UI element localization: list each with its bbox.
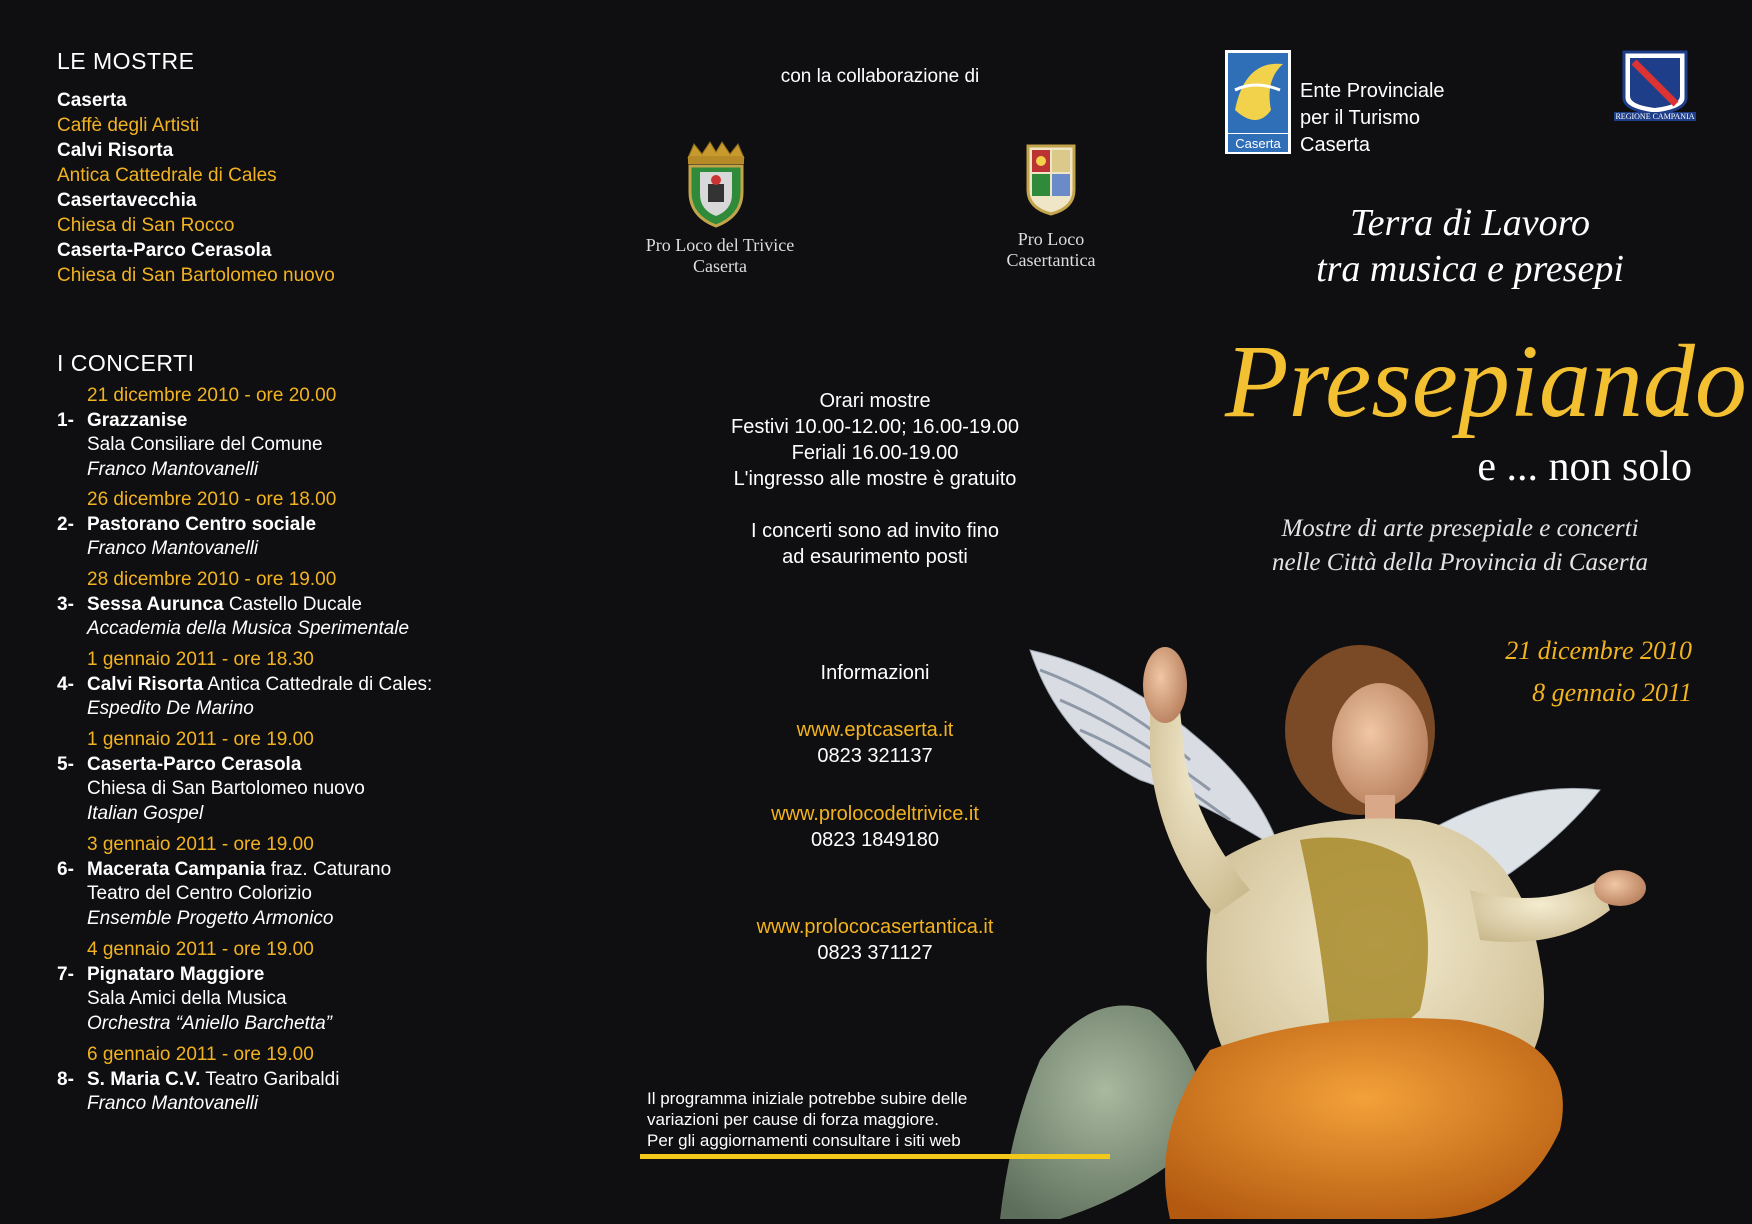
concert-date: 6 gennaio 2011 - ore 19.00	[87, 1044, 314, 1065]
concert-date: 26 dicembre 2010 - ore 18.00	[87, 489, 337, 510]
regione-campania-logo	[1614, 50, 1696, 128]
concert-place: Sessa Aurunca	[87, 593, 224, 615]
concert-number: 4-	[57, 673, 74, 695]
concert-performer: Franco Mantovanelli	[87, 458, 259, 480]
concert-item	[57, 648, 577, 722]
info-url[interactable]: www.eptcaserta.it	[796, 719, 954, 741]
info-phone: 0823 321137	[817, 745, 933, 767]
concert-number: 3-	[57, 593, 74, 615]
orari-festivi: Festivi 10.00-12.00; 16.00-19.00	[731, 416, 1019, 438]
concert-item	[57, 938, 577, 1036]
concert-place: S. Maria C.V.	[87, 1068, 201, 1090]
concert-item	[57, 1043, 577, 1117]
collab-heading: con la collaborazione di	[780, 66, 980, 87]
concert-place: Pignataro Maggiore	[87, 963, 265, 985]
concert-date: 1 gennaio 2011 - ore 18.30	[87, 649, 314, 670]
info-title: Informazioni	[820, 662, 930, 684]
cover-dates: 21 dicembre 2010 8 gennaio 2011	[1505, 636, 1692, 707]
concert-place-extra: fraz. Caturano	[265, 858, 392, 880]
mostre-venue: Chiesa di San Bartolomeo nuovo	[57, 265, 335, 286]
info-url[interactable]: www.prolococasertantica.it	[756, 916, 994, 938]
pro-loco-casertantica-logo	[1022, 140, 1080, 216]
concert-item	[57, 568, 577, 642]
concert-performer: Franco Mantovanelli	[87, 1093, 259, 1114]
angel-figure-image	[1000, 630, 1740, 1219]
pro-loco-trivice-logo	[680, 140, 752, 230]
concert-place: Pastorano Centro sociale	[87, 513, 317, 535]
concert-performer: Italian Gospel	[87, 802, 204, 824]
mostre-place: Casertavecchia	[57, 190, 197, 211]
concert-place: Macerata Campania	[87, 858, 266, 880]
concert-place: Calvi Risorta	[87, 673, 204, 695]
info-url[interactable]: www.prolocodeltrivice.it	[771, 803, 979, 825]
concert-performer: Espedito De Marino	[87, 698, 254, 719]
concert-number: 6-	[57, 858, 74, 880]
concert-place-extra: Teatro Garibaldi	[200, 1068, 340, 1090]
cover-description: Mostre di arte presepiale e concerti nelle Città della Provincia di Caserta	[1271, 515, 1649, 576]
concert-number: 8-	[57, 1068, 74, 1090]
cover-subtitle: Terra di Lavoro tra musica e presepi	[1316, 202, 1624, 290]
concert-venue: Chiesa di San Bartolomeo nuovo	[87, 778, 365, 799]
mostre-venue: Chiesa di San Rocco	[57, 215, 235, 236]
concert-venue: Sala Amici della Musica	[87, 988, 287, 1009]
concert-item	[57, 728, 577, 826]
concert-performer: Accademia della Musica Sperimentale	[87, 618, 410, 639]
concert-number: 5-	[57, 753, 74, 775]
concert-place-extra: Castello Ducale	[223, 593, 362, 615]
concert-number: 1-	[57, 409, 74, 431]
concert-date: 3 gennaio 2011 - ore 19.00	[87, 834, 314, 855]
orari-concerti-line1: I concerti sono ad invito fino	[751, 520, 999, 542]
divider-bar	[640, 1154, 1110, 1159]
pro-loco-casertantica-caption: Pro Loco Casertantica	[1006, 229, 1096, 270]
concert-item	[57, 833, 577, 931]
cover-title-suffix: e ... non solo	[1477, 444, 1692, 490]
ept-logo-text: Caserta	[1235, 136, 1281, 151]
concert-number: 7-	[57, 963, 74, 985]
concert-place: Caserta-Parco Cerasola	[87, 753, 302, 775]
concert-date: 21 dicembre 2010 - ore 20.00	[87, 385, 337, 406]
orari-title: Orari mostre	[819, 390, 931, 412]
mostre-venue: Caffè degli Artisti	[57, 115, 200, 136]
concert-venue: Sala Consiliare del Comune	[87, 434, 323, 455]
mostre-venue: Antica Cattedrale di Cales	[57, 165, 277, 186]
mostre-title: LE MOSTRE	[57, 48, 195, 74]
concert-place: Grazzanise	[87, 409, 188, 431]
concert-place-extra: Antica Cattedrale di Cales:	[203, 673, 433, 695]
mostre-list	[57, 88, 335, 288]
info-phone: 0823 371127	[817, 942, 933, 964]
concert-performer: Franco Mantovanelli	[87, 538, 259, 559]
info-phone: 0823 1849180	[811, 829, 939, 851]
mostre-place: Caserta	[57, 90, 127, 111]
regione-logo-text: REGIONE CAMPANIA	[1615, 112, 1695, 121]
cover-title: Presepiando	[1225, 324, 1747, 439]
concert-performer: Ensemble Progetto Armonico	[87, 907, 334, 929]
concert-item	[57, 384, 577, 482]
disclaimer: Il programma iniziale potrebbe subire delle variazioni per cause di forza maggiore. Per gli aggiornamenti consultare i siti web	[647, 1089, 968, 1150]
ept-name: Ente Provinciale per il Turismo Caserta	[1300, 80, 1445, 156]
concert-date: 1 gennaio 2011 - ore 19.00	[87, 729, 314, 750]
concert-date: 4 gennaio 2011 - ore 19.00	[87, 939, 314, 960]
concert-date: 28 dicembre 2010 - ore 19.00	[87, 569, 337, 590]
concert-item	[57, 488, 577, 562]
mostre-place: Calvi Risorta	[57, 140, 174, 161]
concerti-title: I CONCERTI	[57, 350, 195, 376]
mostre-place: Caserta-Parco Cerasola	[57, 240, 272, 261]
concert-number: 2-	[57, 513, 74, 535]
concert-performer: Orchestra “Aniello Barchetta”	[87, 1012, 332, 1034]
orari-block	[640, 388, 1110, 570]
pro-loco-trivice-caption: Pro Loco del Trivice Caserta	[645, 235, 795, 276]
orari-ingresso: L'ingresso alle mostre è gratuito	[733, 468, 1017, 490]
orari-concerti-line2: ad esaurimento posti	[782, 546, 968, 568]
orari-feriali: Feriali 16.00-19.00	[791, 442, 959, 464]
ept-caserta-logo	[1225, 50, 1291, 154]
concert-venue: Teatro del Centro Colorizio	[87, 883, 312, 904]
